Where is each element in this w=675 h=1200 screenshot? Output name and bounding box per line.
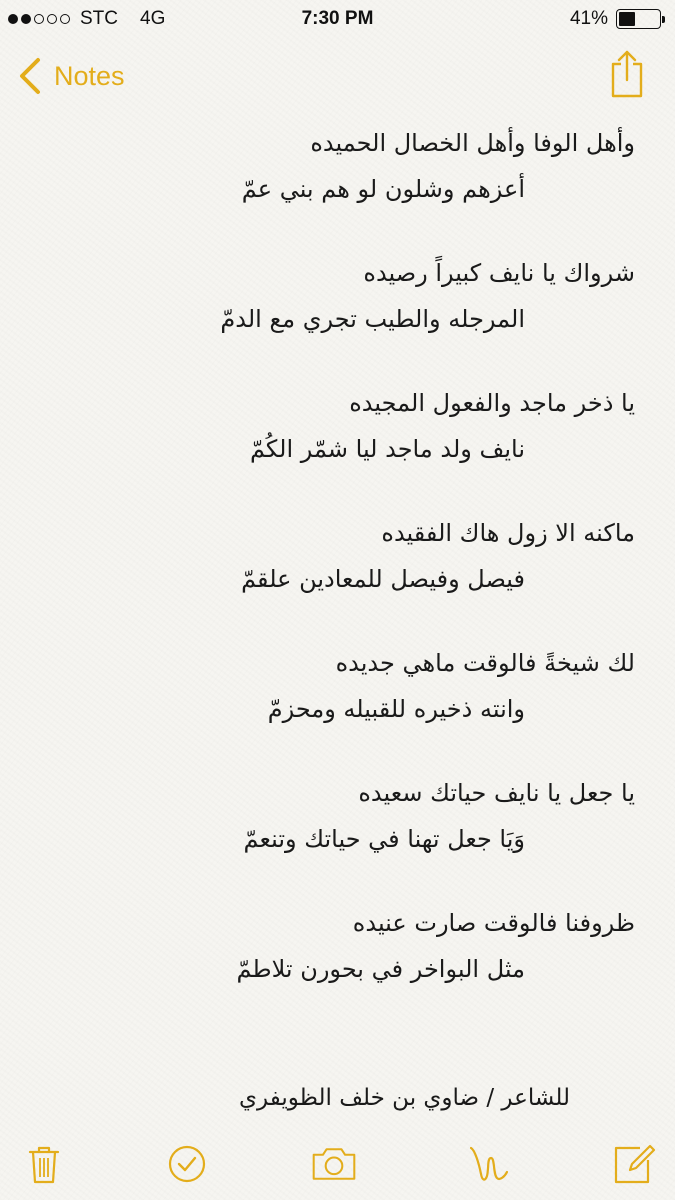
- poem-line: يا جعل يا نايف حياتك سعيده: [358, 779, 635, 807]
- poem-line: ماكنه الا زول هاك الفقيده: [381, 519, 635, 547]
- poem-line: المرجله والطيب تجري مع الدمّ: [220, 305, 525, 333]
- stanza: [90, 250, 635, 342]
- stanza: [90, 510, 635, 602]
- share-icon[interactable]: [607, 48, 647, 100]
- stanza: [90, 770, 635, 862]
- carrier-name: STC: [80, 8, 118, 29]
- sketch-icon[interactable]: [465, 1140, 513, 1188]
- bottom-toolbar: [0, 1128, 675, 1200]
- chevron-left-icon: [16, 56, 44, 96]
- poet-signature: للشاعر / ضاوي بن خلف الظويفري: [239, 1085, 570, 1111]
- navigation-bar: [0, 40, 675, 115]
- poem-line: وانته ذخيره للقبيله ومحزمّ: [267, 695, 525, 723]
- poem-line: أعزهم وشلون لو هم بني عمّ: [241, 175, 525, 203]
- poem-line: وأهل الوفا وأهل الخصال الحميده: [310, 129, 635, 157]
- network-type: 4G: [140, 8, 166, 29]
- stanza: [90, 120, 635, 212]
- status-time: 7:30 PM: [301, 8, 374, 29]
- stanza: [90, 900, 635, 992]
- poem-line: ظروفنا فالوقت صارت عنيده: [352, 909, 635, 937]
- camera-icon[interactable]: [310, 1140, 358, 1188]
- note-body[interactable]: [90, 120, 635, 1030]
- stanza: [90, 380, 635, 472]
- checklist-icon[interactable]: [163, 1140, 211, 1188]
- poem-line: شرواك يا نايف كبيراً رصيده: [363, 259, 635, 287]
- compose-icon[interactable]: [610, 1140, 658, 1188]
- stanza: [90, 640, 635, 732]
- poem-line: نايف ولد ماجد ليا شمّر الكُمّ: [249, 435, 525, 463]
- trash-icon[interactable]: [20, 1140, 68, 1188]
- battery-percent: 41%: [569, 8, 608, 29]
- battery-tip: [662, 16, 665, 23]
- poem-line: يا ذخر ماجد والفعول المجيده: [349, 389, 635, 417]
- back-button-label: Notes: [54, 60, 125, 91]
- poem-line: لك شيخةً فالوقت ماهي جديده: [335, 649, 635, 677]
- poem-line: فيصل وفيصل للمعادين علقمّ: [241, 565, 525, 593]
- poem-line: مثل البواخر في بحورن تلاطمّ: [236, 955, 525, 983]
- back-to-notes-button[interactable]: [16, 56, 125, 96]
- poem-line: وَيَا جعل تهنا في حياتك وتنعمّ: [243, 825, 525, 853]
